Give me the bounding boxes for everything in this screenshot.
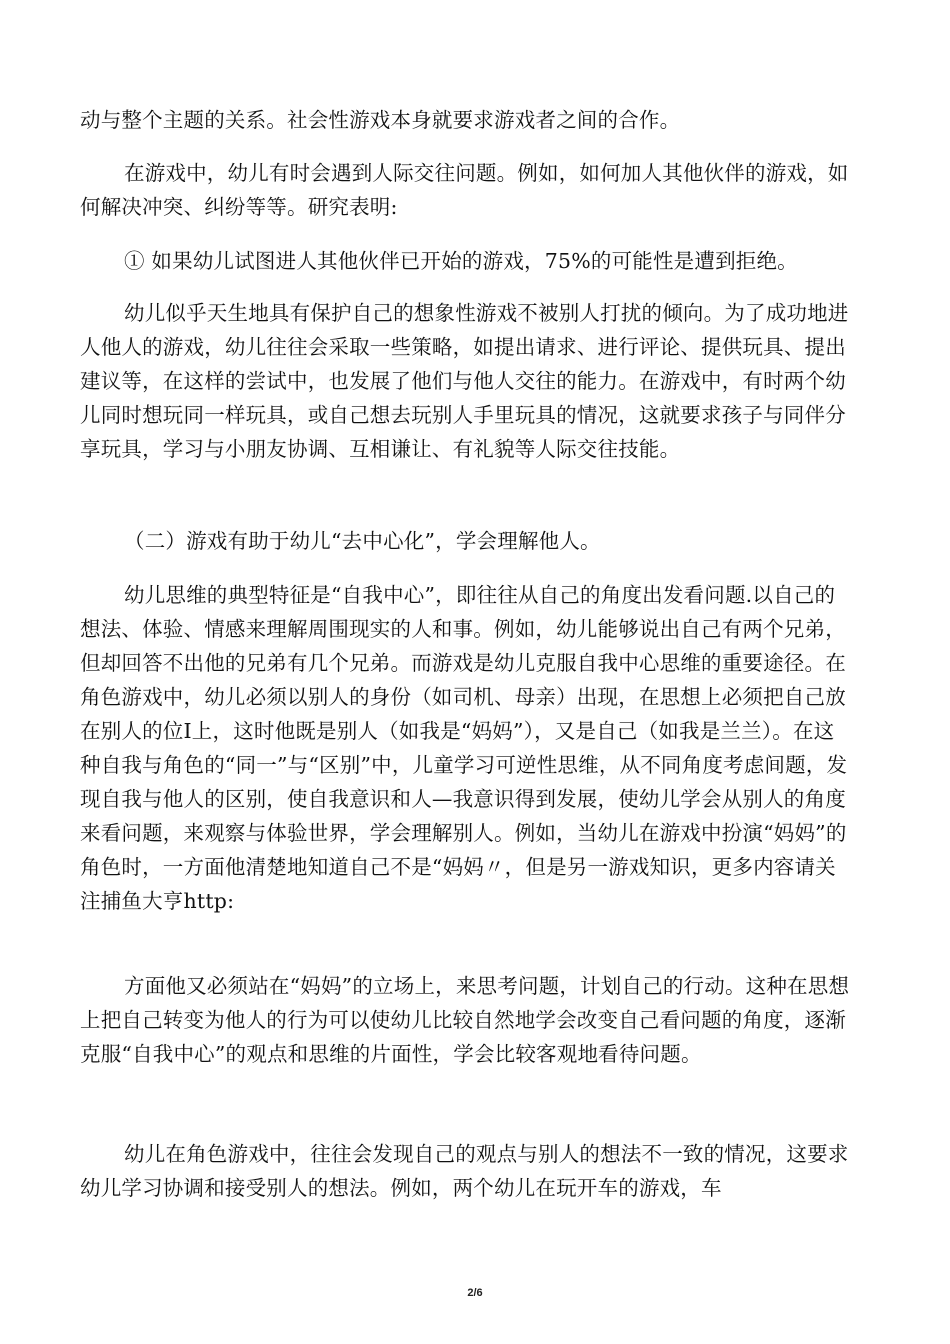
paragraph-7: 方面他又必须站在“妈妈”的立场上，来思考问题，计划自己的行动。这种在思想上把自己转变为他人的行为可以使幼儿比较自然地学会改变自己看问题的角度，逐渐克服“自我中心”的观点和思维的片面性，学会比较客观地看待问题。 — [80, 974, 850, 1066]
section-heading: （二）游戏有助于幼儿“去中心化”，学会理解他人。 — [124, 529, 601, 553]
paragraph-3-finding: ① 如果幼儿试图进人其他伙伴已开始的游戏，75%的可能性是遭到拒绝。 — [124, 249, 798, 273]
page-number: 2/6 — [467, 1287, 483, 1299]
paragraph-6: 幼儿思维的典型特征是“自我中心”，即往往从自己的角度出发看问题.以自己的想法、体验、情感来理解周围现实的人和事。例如，幼儿能够说出自己有两个兄弟，但却回答不出他的兄弟有几个兄弟。而游戏是幼儿克服自我中心思维的重要途径。在角色游戏中，幼儿必须以别人的身份（如司机、母亲）出现，在思想上必须把自己放在别人的位I上，这时他既是别人（如我是“妈妈”），又是自己（如我是兰兰）。在这种自我与角色的“同一”与“区别”中，儿童学习可逆性思维，从不同角度考虑间题，发现自我与他人的区别，使自我意识和人—我意识得到发展，使幼儿学会从别人的角度来看问题，来观察与体验世界，学会理解别人。例如，当幼儿在游戏中扮演“妈妈”的角色时，一方面他清楚地知道自己不是“妈妈〃，但是另一游戏知识，更多内容请关注捕鱼大亨http: — [80, 583, 848, 913]
paragraph-2: 在游戏中，幼儿有时会遇到人际交往问题。例如，如何加人其他伙伴的游戏，如何解决冲突、纠纷等等。研究表明: — [80, 161, 849, 219]
paragraph-1: 动与整个主题的关系。社会性游戏本身就要求游戏者之间的合作。 — [80, 108, 681, 132]
paragraph-8: 幼儿在角色游戏中，往往会发现自己的观点与别人的想法不一致的情况，这要求幼儿学习协调和接受别人的想法。例如，两个幼儿在玩开车的游戏，车 — [80, 1142, 849, 1200]
paragraph-4: 幼儿似乎天生地具有保护自己的想象性游戏不被别人打扰的倾向。为了成功地进人他人的游戏，幼儿往往会采取一些策略，如提出请求、进行评论、提供玩具、提出建议等，在这样的尝试中，也发展了他们与他人交往的能力。在游戏中，有时两个幼儿同时想玩同一样玩具，或自己想去玩别人手里玩具的情况，这就要求孩子与同伴分享玩具，学习与小朋友协调、互相谦让、有礼貌等人际交往技能。 — [80, 301, 849, 461]
